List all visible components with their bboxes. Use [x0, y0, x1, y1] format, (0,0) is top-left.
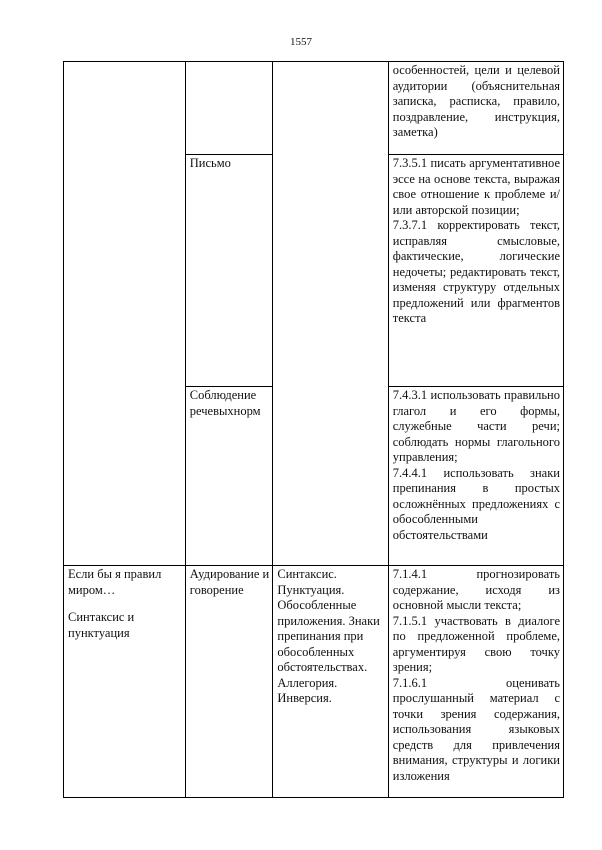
objective-text: 7.1.6.1 оценивать прослушанный материал с точки зрения содержания, использования языковых средств для привлечения внимания, структуры и логики изложения	[392, 675, 560, 783]
theme-cell	[64, 62, 186, 566]
skill-cell: Аудирование и говорение	[185, 566, 273, 798]
objective-text: особенностей, цели и целевой аудитории (объяснительная записка, расписка, правило, поздравление, инструкция, заметка)	[392, 63, 560, 139]
grammar-cell	[273, 62, 388, 566]
objective-text: 7.4.3.1 использовать правильно глагол и его формы, служебные части речи; соблюдать нормы глагольного управления;	[392, 388, 560, 464]
objectives-cell	[388, 387, 563, 566]
skill-cell: Письмо	[185, 155, 273, 387]
objective-text: 7.1.5.1 участвовать в диалоге по предложенной проблеме, аргументируя свою точку зрения;	[392, 613, 560, 674]
objective-text: 7.3.5.1 писать аргументативное эссе на основе текста, выражая свое отношение к проблеме и/или авторской позиции;	[392, 156, 560, 217]
unit-title: Если бы я правил миром…	[68, 567, 162, 597]
objective-text: 7.3.7.1 корректировать текст, исправляя смысловые, фактические, логические недочеты; редактировать текст, изменяя структуру отдельных предложений или фрагментов текста	[392, 218, 560, 325]
objectives-cell	[388, 566, 563, 798]
objective-text: 7.1.4.1 прогнозировать содержание, исходя из основной мысли текста;	[392, 567, 560, 612]
objective-text: 7.4.4.1 использовать знаки препинания в простых осложнённых предложениях с обособленными обстоятельствами	[392, 465, 560, 542]
objectives-cell	[388, 62, 563, 155]
table-row	[64, 566, 564, 798]
page-number: 1557	[290, 36, 312, 48]
curriculum-table	[63, 61, 564, 798]
objectives-cell	[388, 155, 563, 387]
theme-cell	[64, 566, 186, 798]
table-row	[64, 62, 564, 155]
skill-cell: Соблюдение речевыхнорм	[185, 387, 273, 566]
skill-cell	[185, 62, 273, 155]
unit-subtitle: Синтаксис и пунктуация	[68, 610, 135, 640]
grammar-cell: Синтаксис. Пунктуация. Обособленные приложения. Знаки препинания при обособленных обстоятельствах. Аллегория. Инверсия.	[273, 566, 388, 798]
